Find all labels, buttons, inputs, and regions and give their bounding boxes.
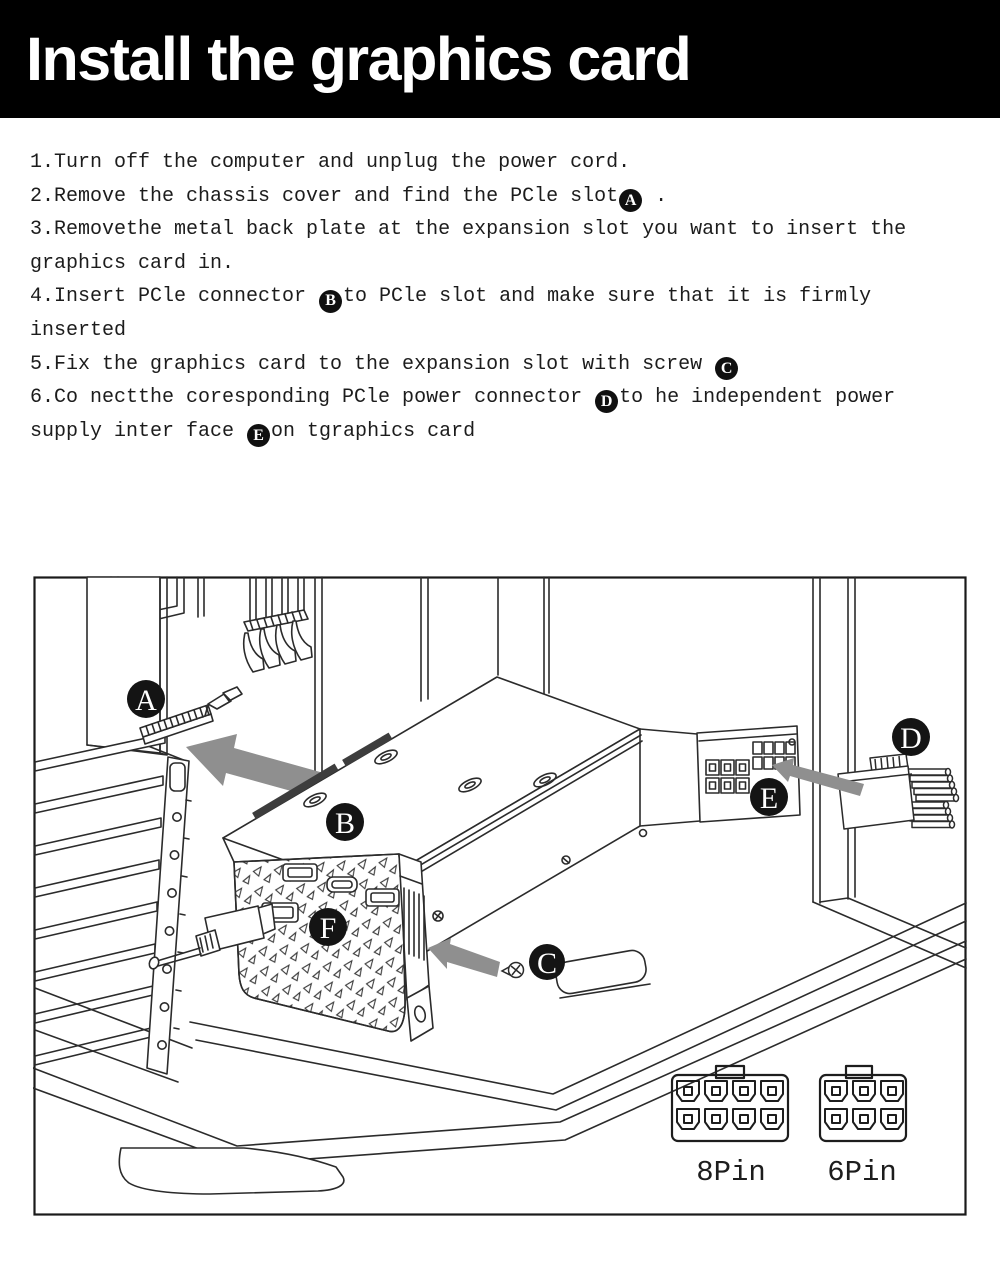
page-title: Install the graphics card <box>26 25 691 93</box>
instruction-line <box>30 146 980 180</box>
instruction-line <box>30 348 980 382</box>
six-pin-label: 6Pin <box>827 1156 897 1189</box>
callout-badge-c: C <box>715 357 738 380</box>
instruction-line <box>30 247 980 281</box>
diagram-svg <box>33 576 968 1217</box>
callout-e-label: E <box>759 782 779 815</box>
installation-diagram <box>33 576 968 1217</box>
instruction-text: 3.Removethe metal back plate at the expansion slot you want to insert the <box>30 218 907 242</box>
instruction-text: on tgraphics card <box>271 419 476 443</box>
callout-b-label: B <box>334 807 356 840</box>
instruction-text: supply inter face <box>30 419 247 443</box>
instruction-text: 6.Co nectthe coresponding PCle power connector <box>30 386 595 410</box>
instruction-line <box>30 381 980 415</box>
instruction-line <box>30 280 980 314</box>
instruction-text: to he independent power <box>619 386 896 410</box>
instruction-text: to PCle slot and make sure that it is firmly <box>343 285 872 309</box>
instruction-line <box>30 180 980 214</box>
eight-pin-label: 8Pin <box>696 1156 766 1189</box>
callout-f-label: F <box>319 912 337 945</box>
callout-badge-a: A <box>619 189 642 212</box>
instruction-text: graphics card in. <box>30 251 235 275</box>
instruction-text: inserted <box>30 318 127 342</box>
instruction-text: 2.Remove the chassis cover and find the PCle slot <box>30 184 619 208</box>
callout-badge-d: D <box>595 390 618 413</box>
instruction-text: 4.Insert PCle connector <box>30 285 319 309</box>
callout-badge-b: B <box>319 290 342 313</box>
callout-badge-e: E <box>247 424 270 447</box>
callout-a-label: A <box>135 684 157 717</box>
instruction-line <box>30 314 980 348</box>
instruction-text: 5.Fix the graphics card to the expansion slot with screw <box>30 352 715 376</box>
instruction-text: . <box>643 184 668 208</box>
instruction-list <box>30 146 980 448</box>
instruction-text: 1.Turn off the computer and unplug the power cord. <box>30 151 631 174</box>
callout-c-label: C <box>536 947 558 980</box>
page-title-bar <box>0 0 1000 118</box>
callout-d-label: D <box>900 722 922 755</box>
instruction-line <box>30 415 980 449</box>
instruction-line <box>30 213 980 247</box>
